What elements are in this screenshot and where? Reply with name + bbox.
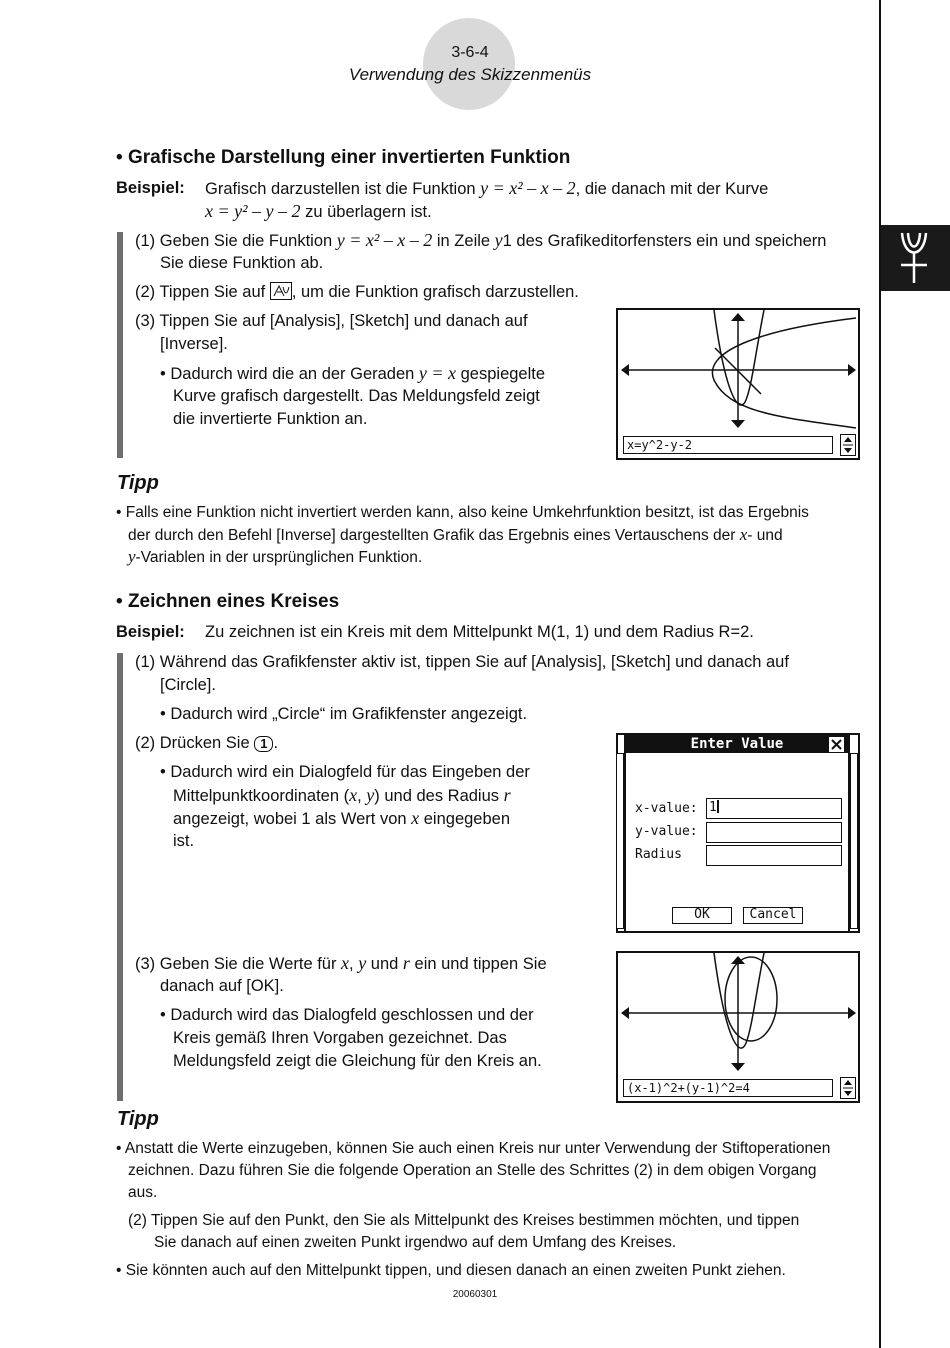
s1-step3-cont: [Inverse].: [160, 335, 228, 353]
s2-step2-bullet-3: angezeigt, wobei 1 als Wert von x eingegeben: [173, 808, 511, 828]
ok-button[interactable]: OK: [672, 907, 732, 924]
graph-screen-circle: [616, 951, 860, 1103]
section1-heading: • Grafische Darstellung einer invertierten Funktion: [116, 147, 571, 168]
right-margin-line: [879, 0, 881, 1348]
message-box: [623, 436, 833, 454]
s2-step2-bullet-2: Mittelpunktkoordinaten (x, y) und des Radius r: [173, 785, 511, 805]
s2-step2: (2) Drücken Sie 1 .: [135, 734, 279, 752]
s2-step1-cont: [Circle].: [160, 676, 216, 694]
s2-step3-bullet-3: Meldungsfeld zeigt die Gleichung für den Kreis an.: [173, 1052, 542, 1070]
s2-step2-bullet-4: ist.: [173, 832, 195, 850]
x-value-label: x-value:: [635, 801, 698, 816]
s2-step3-bullet-1: • Dadurch wird das Dialogfeld geschlossen und der: [160, 1006, 534, 1024]
bg-window-edge-right: [850, 753, 858, 929]
s1-step1-cont: Sie diese Funktion ab.: [160, 254, 324, 272]
page-number: 3-6-4: [451, 44, 489, 61]
section1-example-text: Grafisch darzustellen ist die Funktion y = x² – x – 2, die danach mit der Kurve: [205, 178, 769, 198]
section2-example-label: Beispiel:: [116, 623, 185, 641]
tipp2-b2: • Sie könnten auch auf den Mittelpunkt tippen, und diesen danach an einen zweiten Punkt ziehen.: [116, 1262, 786, 1279]
graph-screen-inverse: [616, 308, 860, 460]
dialog-title: Enter Value: [690, 736, 784, 752]
cancel-button[interactable]: Cancel: [743, 907, 803, 924]
message-scroll-arrows-circle[interactable]: [840, 1077, 856, 1099]
radius-input[interactable]: [706, 845, 842, 866]
message-text: x=y^2-y-2: [627, 438, 693, 452]
y-value-label: y-value:: [635, 824, 698, 839]
section-title: Verwendung des Skizzenmenüs: [348, 65, 592, 84]
graph-button-icon[interactable]: [270, 282, 292, 300]
graph-area: [618, 310, 858, 434]
section1-example: Beispiel:: [116, 179, 185, 197]
s2-step2-bullet-1: • Dadurch wird ein Dialogfeld für das Eingeben der: [160, 763, 530, 781]
section1-example-text-2: x = y² – y – 2 zu überlagern ist.: [205, 201, 432, 221]
message-scroll-arrows[interactable]: [840, 434, 856, 456]
tipp1-line2: der durch den Befehl [Inverse] dargestellten Grafik das Ergebnis eines Vertauschens der x- und: [128, 525, 783, 544]
enter-value-screen: [616, 733, 860, 933]
footer-code: 20060301: [452, 1289, 498, 1300]
x-value-input[interactable]: 1: [706, 798, 842, 819]
s1-bullet-3: die invertierte Funktion an.: [173, 410, 368, 428]
tipp1-line1: • Falls eine Funktion nicht invertiert werden kann, also keine Umkehrfunktion besitzt, ist das Ergebnis: [116, 504, 809, 521]
header-circle: [423, 18, 515, 110]
tipp2-b1-l2: zeichnen. Dazu führen Sie die folgende Operation an Stelle des Schrittes (2) in dem obigen Vorgang: [128, 1162, 817, 1179]
tipp2-s2-l2: Sie danach auf einen zweiten Punkt irgendwo auf dem Umfang des Kreises.: [154, 1234, 677, 1251]
dialog-title-bar: [626, 735, 848, 753]
s2-step3-cont: danach auf [OK].: [160, 977, 284, 995]
chapter-tab: [881, 225, 950, 291]
tipp2-b1-l3: aus.: [128, 1184, 158, 1201]
s1-bullet-2: Kurve grafisch dargestellt. Das Meldungsfeld zeigt: [173, 387, 540, 405]
procedure-bar-1: [117, 232, 123, 458]
s1-step2: (2) Tippen Sie auf , um die Funktion grafisch darzustellen.: [135, 283, 579, 301]
bg-window-edge-left: [616, 753, 624, 929]
procedure-bar-2: [117, 653, 123, 1101]
tipp2-title: Tipp: [117, 1108, 159, 1130]
tipp1-line3: y-Variablen in der ursprünglichen Funktion.: [128, 547, 423, 566]
s2-step1-bullet: • Dadurch wird „Circle“ im Grafikfenster angezeigt.: [160, 705, 528, 723]
s2-step1: (1) Während das Grafikfenster aktiv ist, tippen Sie auf [Analysis], [Sketch] und danach auf: [135, 653, 789, 671]
s1-step1: (1) Geben Sie die Funktion y = x² – x – 2 in Zeile y1 des Grafikeditorfensters ein und speichern: [135, 230, 827, 250]
dialog-close-icon[interactable]: [829, 737, 844, 752]
s2-step3: (3) Geben Sie die Werte für x, y und r ein und tippen Sie: [135, 953, 547, 973]
sketch-graph-icon: [881, 225, 950, 291]
s1-step3: (3) Tippen Sie auf [Analysis], [Sketch] und danach auf: [135, 312, 528, 330]
s2-step3-bullet-2: Kreis gemäß Ihren Vorgaben gezeichnet. Das: [173, 1029, 507, 1047]
tipp2-s2-l1: (2) Tippen Sie auf den Punkt, den Sie als Mittelpunkt des Kreises bestimmen möchten, und tippen: [128, 1212, 800, 1229]
radius-label: Radius: [635, 847, 682, 862]
enter-value-dialog: [624, 735, 850, 931]
y-value-input[interactable]: [706, 822, 842, 843]
section2-heading: • Zeichnen eines Kreises: [116, 591, 340, 612]
s1-bullet: • Dadurch wird die an der Geraden y = x gespiegelte: [160, 363, 546, 383]
message-box-circle: [623, 1079, 833, 1097]
section2-example-text: Zu zeichnen ist ein Kreis mit dem Mittelpunkt M(1, 1) und dem Radius R=2.: [205, 623, 754, 641]
message-text-circle: (x-1)^2+(y-1)^2=4: [627, 1081, 750, 1095]
key-1-button[interactable]: 1: [254, 736, 273, 752]
tipp2-b1-l1: • Anstatt die Werte einzugeben, können Sie auch einen Kreis nur unter Verwendung der Stiftoperationen: [116, 1140, 831, 1157]
tipp1-title: Tipp: [117, 472, 159, 494]
graph-area-circle: [618, 953, 858, 1077]
